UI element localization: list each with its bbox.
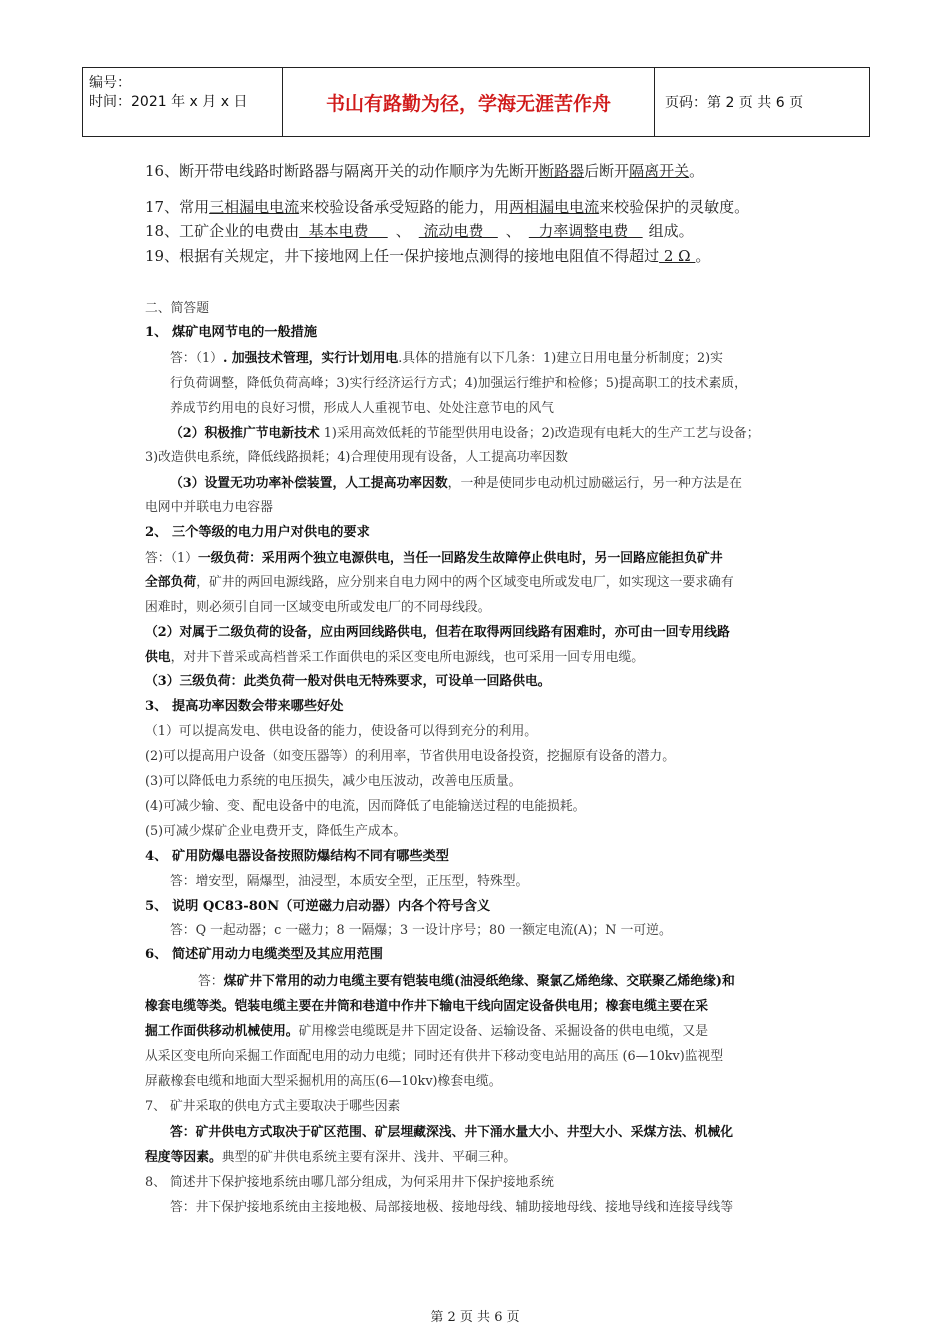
answer-line: 电网中并联电力电容器 xyxy=(145,500,273,515)
answer-line: 答：（1）一级负荷：采用两个独立电源供电，当任一回路发生故障停止供电时，另一回路应能担负矿井 xyxy=(145,551,723,566)
question-19: 19、根据有关规定，井下接地网上任一保护接地点测得的接地电阻值不得超过 2 Ω 。 xyxy=(145,247,711,265)
answer-line: 程度等因素。典型的矿井供电系统主要有深井、浅井、平硐三种。 xyxy=(145,1150,517,1165)
question-2-title: 2、 三个等级的电力用户对供电的要求 xyxy=(145,525,370,540)
question-4-title: 4、 矿用防爆电器设备按照防爆结构不同有哪些类型 xyxy=(145,849,449,864)
header-info xyxy=(83,68,283,136)
page-header xyxy=(82,67,870,137)
answer-line: 养成节约用电的良好习惯，形成人人重视节电、处处注意节电的风气 xyxy=(170,401,554,416)
answer-line: 掘工作面供移动机械使用。矿用橡尝电缆既是井下固定设备、运输设备、采掘设备的供电电缆，又是 xyxy=(145,1024,709,1039)
question-16: 16、断开带电线路时断路器与隔离开关的动作顺序为先断开断路器后断开隔离开关。 xyxy=(145,162,705,180)
question-17: 17、常用三相漏电电流来校验设备承受短路的能力，用两相漏电电流来校验保护的灵敏度。 xyxy=(145,198,750,216)
header-motto: 书山有路勤为径，学海无涯苦作舟 xyxy=(283,68,655,136)
answer-line: (4)可减少输、变、配电设备中的电流，因而降低了电能输送过程的电能损耗。 xyxy=(145,799,586,814)
answer-line: (5)可减少煤矿企业电费开支，降低生产成本。 xyxy=(145,824,407,839)
answer-line: 屏蔽橡套电缆和地面大型采掘机用的高压(6—10kv)橡套电缆。 xyxy=(145,1074,502,1089)
question-6-title: 6、 简述矿用动力电缆类型及其应用范围 xyxy=(145,947,383,962)
question-18: 18、工矿企业的电费由 基本电费 、 流动电费 、 力率调整电费 组成。 xyxy=(145,222,694,240)
answer-line: （2）积极推广节电新技术 1)采用高效低耗的节能型供用电设备；2)改造现有电耗大的生产工艺与设备； xyxy=(170,426,760,441)
answer-line: 全部负荷，矿井的两回电源线路，应分别来自电力网中的两个区域变电所或发电厂，如实现这一要求确有 xyxy=(145,575,734,590)
answer-line: 从采区变电所向采掘工作面配电用的动力电缆；同时还有供井下移动变电站用的高压 (6—10kv)监视型 xyxy=(145,1049,724,1064)
page-footer: 第 2 页 共 6 页 xyxy=(430,1310,520,1325)
answer-line: （3）三级负荷：此类负荷一般对供电无特殊要求，可设单一回路供电。 xyxy=(145,674,551,689)
document-date-label: 时间：2021 年 x 月 x 日 xyxy=(89,94,248,110)
question-7-title: 7、 矿井采取的供电方式主要取决于哪些因素 xyxy=(145,1099,401,1114)
answer-line: (2)可以提高用户设备（如变压器等）的利用率，节省供用电设备投资，挖掘原有设备的潜力。 xyxy=(145,749,676,764)
answer-line: 答：（1）. 加强技术管理，实行计划用电.具体的措施有以下几条：1)建立日用电量分析制度；2)实 xyxy=(170,351,723,366)
answer-line: 答：Q 一起动器；c 一磁力；8 一隔爆；3 一设计序号；80 一额定电流(A)；N 一可逆。 xyxy=(170,923,672,938)
question-1-title: 1、 煤矿电网节电的一般措施 xyxy=(145,325,318,340)
document-number-label: 编号： xyxy=(89,75,131,91)
answer-line: 困难时，则必须引自同一区域变电所或发电厂的不同母线段。 xyxy=(145,600,491,615)
answer-line: 3)改造供电系统，降低线路损耗；4)合理使用现有设备，人工提高功率因数 xyxy=(145,450,568,465)
answer-line: 供电，对井下普采或高档普采工作面供电的采区变电所电源线，也可采用一回专用电缆。 xyxy=(145,650,645,665)
question-3-title: 3、 提高功率因数会带来哪些好处 xyxy=(145,699,344,714)
answer-line: （2）对属于二级负荷的设备，应由两回线路供电，但若在取得两回线路有困难时，亦可由一回专用线路 xyxy=(145,625,730,640)
answer-line: 橡套电缆等类。铠装电缆主要在井筒和巷道中作井下输电干线向固定设备供电用；橡套电缆主要在采 xyxy=(145,999,709,1014)
answer-line: 答：煤矿井下常用的动力电缆主要有铠装电缆(油浸纸绝缘、聚氯乙烯绝缘、交联聚乙烯绝缘)和 xyxy=(198,974,735,989)
question-5-title: 5、 说明 QC83-80N（可逆磁力启动器）内各个符号含义 xyxy=(145,899,491,914)
section-title: 二、简答题 xyxy=(145,301,209,316)
answer-line: （1）可以提高发电、供电设备的能力，使设备可以得到充分的利用。 xyxy=(145,724,538,739)
answer-line: （3）设置无功功率补偿装置，人工提高功率因数，一种是使同步电动机过励磁运行，另一种方法是在 xyxy=(170,476,742,491)
header-page-number: 页码：第 2 页 共 6 页 xyxy=(665,95,804,111)
answer-line: 答：增安型，隔爆型，油浸型，本质安全型，正压型，特殊型。 xyxy=(170,874,529,889)
question-8-title: 8、 简述井下保护接地系统由哪几部分组成，为何采用井下保护接地系统 xyxy=(145,1175,554,1190)
answer-line: 答：井下保护接地系统由主接地极、局部接地极、接地母线、辅助接地母线、接地导线和连接导线等 xyxy=(170,1200,734,1215)
answer-line: 行负荷调整，降低负荷高峰；3)实行经济运行方式；4)加强运行维护和检修；5)提高职工的技术素质， xyxy=(170,376,747,391)
answer-line: 答：矿井供电方式取决于矿区范围、矿层埋藏深浅、井下涌水量大小、井型大小、采煤方法、机械化 xyxy=(170,1125,734,1140)
answer-line: (3)可以降低电力系统的电压损失，减少电压波动，改善电压质量。 xyxy=(145,774,522,789)
